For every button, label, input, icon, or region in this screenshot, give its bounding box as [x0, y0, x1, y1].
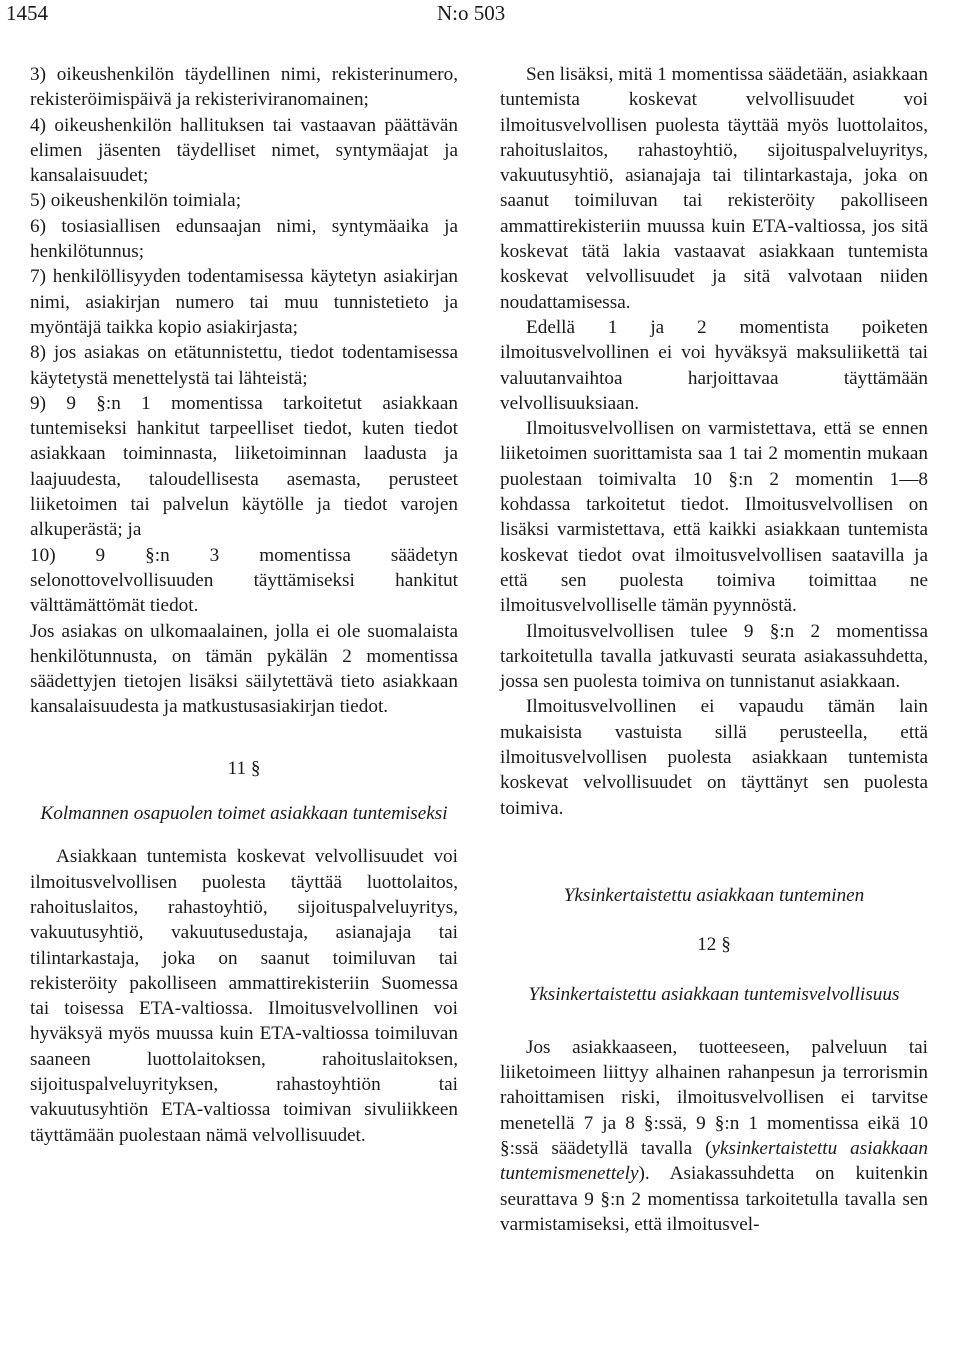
page-header	[0, 0, 960, 30]
section-number-12: 12 §	[697, 934, 731, 956]
left-column	[30, 62, 458, 1148]
list-item: 10) 9 §:n 3 momentissa säädetyn selonottovelvollisuuden täyttämiseksi hankitut välttämättömät tiedot.	[30, 544, 458, 617]
paragraph-text-end: ). Asiakassuhdetta on kuitenkin seurattava 9 §:n 2 momentissa tarkoitetulla tavalla sen varmistamiseksi, että ilmoitusvel-	[500, 1163, 928, 1235]
section-number-11: 11 §	[227, 757, 261, 779]
list-item: 9) 9 §:n 1 momentissa tarkoitetut asiakkaan tuntemiseksi hankitut tarpeelliset tiedot, kuten tiedot asiakkaan toiminnasta, liiketoiminnan laadusta ja laajuudesta, taloudellisesta asemasta, perusteet liiketoimen tai palvelun käytölle ja tiedot varojen alkuperästä; ja	[30, 392, 458, 541]
section-11-paragraph: Asiakkaan tuntemista koskevat velvollisuudet voi ilmoitusvelvollisen puolesta täyttää luottolaitos, rahoituslaitos, rahastoyhtiö, sijoituspalveluyritys, vakuutusyhtiö, vakuutusedustaja, asianajaja tai tilintarkastaja, joka on saanut toimiluvan tai rekisteröity pakolliseen ammattirekisteriin Suomessa tai toisessa ETA-valtiossa. Ilmoitusvelvollinen voi hyväksyä myös muussa kuin ETA-valtiossa toimiluvan saaneen luottolaitoksen, rahoituslaitoksen, sijoituspalveluyrityksen, rahastoyhtiön tai vakuutusyhtiön ETA-valtiossa toimivan sivuliikkeen täyttämään puolestaan nämä velvollisuudet.	[30, 846, 458, 1146]
list-item: 3) oikeushenkilön täydellinen nimi, rekisterinumero, rekisteröimispäivä ja rekisteriviranomainen;	[30, 64, 458, 111]
list-item: 6) tosiasiallisen edunsaajan nimi, syntymäaika ja henkilötunnus;	[30, 215, 458, 263]
defined-term: yksinkertaistettu asiakkaan tuntemismenettely	[500, 1137, 928, 1185]
section-title-11: Kolmannen osapuolen toimet asiakkaan tuntemiseksi	[40, 803, 448, 825]
paragraph: Ilmoitusvelvollisen tulee 9 §:n 2 momentissa tarkoitetulla tavalla jatkuvasti seurata asiakassuhdetta, jossa sen puolesta toimiva on tunnistanut asiakkaan.	[500, 620, 928, 693]
chapter-heading: Yksinkertaistettu asiakkaan tunteminen	[563, 884, 865, 906]
page-number: 1454	[6, 1, 48, 25]
paragraph-text-start: Jos asiakkaaseen, tuotteeseen, palveluun tai liiketoimeen liittyy alhainen rahanpesun ja terrorismin rahoittamisen riski, ilmoitusvelvollisen ei tarvitse menetellä 7 ja 8 §:ssä, 9 §:n 1 momentissa eikä 10 §:ssä säädetyllä tavalla (	[500, 1036, 928, 1159]
paragraph: Edellä 1 ja 2 momentista poiketen ilmoitusvelvollinen ei voi hyväksyä maksuliikettä tai valuutanvaihtoa harjoittavaa täyttämään velvollisuuksiaan.	[500, 316, 928, 414]
paragraph: Ilmoitusvelvollinen ei vapaudu tämän lain mukaisista vastuista sillä perusteella, että ilmoitusvelvollisen puolesta asiakkaan tuntemista koskevat velvollisuudet on täyttänyt sen puolesta toimiva.	[500, 696, 928, 819]
paragraph: Jos asiakas on ulkomaalainen, jolla ei ole suomalaista henkilötunnusta, on tämän pykälän 2 momentissa säädettyjen tietojen lisäksi säilytettävä tieto asiakkaan kansalaisuudesta ja matkustusasiakirjan tiedot.	[30, 620, 458, 718]
section-12-paragraph	[500, 1035, 928, 1237]
issue-number: N:o 503	[437, 1, 506, 25]
list-item: 7) henkilöllisyyden todentamisessa käytetyn asiakirjan nimi, asiakirjan numero tai muu tunnistetieto ja myöntäjä taikka kopio asiakirjasta;	[30, 266, 458, 338]
list-item: 5) oikeushenkilön toimiala;	[30, 190, 242, 212]
list-item: 8) jos asiakas on etätunnistettu, tiedot todentamisessa käytetystä menettelystä tai lähteistä;	[30, 342, 458, 389]
paragraph: Ilmoitusvelvollisen on varmistettava, että se ennen liiketoimen suorittamista saa 1 tai 2 momentin mukaan puolestaan toimivalta 10 §:n 2 momentin 1—8 kohdassa tarkoitetut tiedot. Ilmoitusvelvollisen on lisäksi varmistettava, että kaikki asiakkaan tuntemista koskevat tiedot ovat ilmoitusvelvollisen saatavilla ja että sen puolesta toimiva toimittaa ne ilmoitusvelvolliselle tämän pyynnöstä.	[500, 418, 928, 617]
right-column	[500, 62, 928, 1237]
list-item: 4) oikeushenkilön hallituksen tai vastaavan päättävän elimen jäsenten täydelliset nimet, syntymäajat ja kansalaisuudet;	[30, 114, 458, 187]
paragraph: Sen lisäksi, mitä 1 momentissa säädetään, asiakkaan tuntemista koskevat velvollisuudet voi ilmoitusvelvollisen puolesta täyttää myös luottolaitos, rahoituslaitos, rahastoyhtiö, sijoituspalveluyritys, vakuutusyhtiö, asianajaja tai tilintarkastaja, joka on saanut toimiluvan tai rekisteröity pakolliseen ammattirekisteriin muussa kuin ETA-valtiossa, jos sitä koskevat tätä lakia vastaavat asiakkaan tuntemista koskevat velvollisuudet ja sitä valvotaan niiden noudattamisessa.	[500, 64, 928, 313]
section-title-12: Yksinkertaistettu asiakkaan tuntemisvelvollisuus	[528, 983, 900, 1005]
